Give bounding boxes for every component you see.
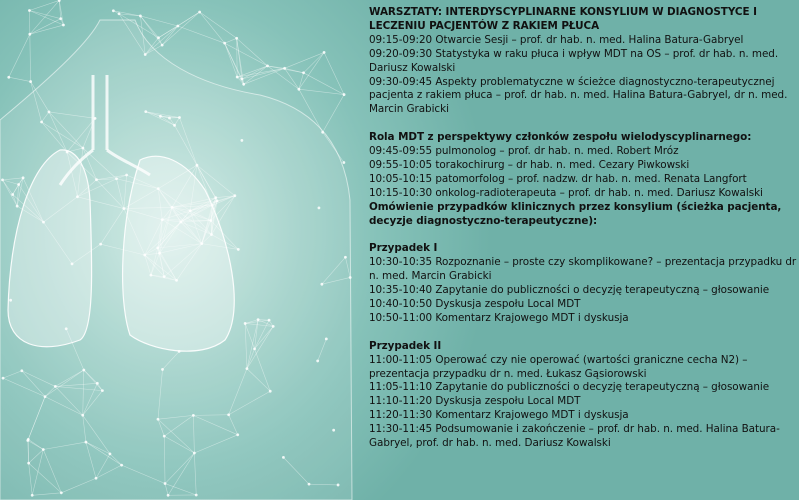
mesh-node	[20, 369, 23, 372]
mesh-node	[344, 256, 347, 259]
mesh-node	[109, 452, 112, 455]
mesh-node	[237, 248, 240, 251]
mesh-node	[189, 209, 192, 212]
mesh-node	[118, 12, 121, 15]
mesh-node	[198, 11, 201, 14]
mesh-line	[285, 52, 324, 68]
mesh-line	[237, 38, 238, 77]
mesh-node	[95, 477, 98, 480]
mesh-line	[299, 52, 324, 89]
mesh-node	[223, 42, 226, 45]
mesh-node	[62, 24, 65, 27]
mesh-line	[200, 12, 237, 38]
agenda-item: 11:00-11:05 Operować czy nie operować (wartości graniczne cecha N2) – prezentacja przypadku dr n. med. Łukasz Gąsiorowski	[369, 353, 748, 380]
mesh-node	[193, 452, 196, 455]
mesh-node	[159, 115, 162, 118]
mesh-node	[214, 196, 217, 199]
mesh-node	[282, 456, 285, 459]
mesh-line	[323, 95, 344, 133]
mesh-line	[304, 73, 344, 95]
mesh-node	[168, 117, 171, 120]
mesh-line	[299, 89, 344, 94]
mesh-node	[211, 204, 214, 207]
mesh-node	[144, 110, 147, 113]
mesh-line	[30, 19, 61, 34]
mesh-node	[2, 377, 5, 380]
mesh-line	[244, 68, 285, 84]
mesh-node	[241, 78, 244, 81]
mesh-node	[60, 491, 63, 494]
mesh-node	[99, 243, 102, 246]
mesh-node	[157, 187, 160, 190]
mesh-line	[9, 77, 31, 81]
mesh-node	[139, 15, 142, 18]
mesh-node	[321, 131, 324, 134]
mesh-node	[82, 369, 85, 372]
mesh-node	[31, 494, 34, 497]
mesh-node	[233, 194, 236, 197]
mesh-node	[156, 246, 159, 249]
mesh-node	[163, 275, 166, 278]
mesh-node	[59, 17, 62, 20]
mesh-node	[7, 76, 10, 79]
mesh-node	[17, 183, 20, 186]
mesh-line	[140, 16, 177, 26]
case-1-heading: Przypadek I	[369, 242, 438, 255]
mesh-node	[325, 338, 328, 341]
mesh-node	[16, 205, 19, 208]
mesh-node	[96, 382, 99, 385]
mesh-line	[304, 52, 325, 72]
mesh-node	[28, 33, 31, 36]
agenda-item: 11:10-11:20 Dyskusja zespołu Local MDT	[369, 395, 581, 408]
mesh-node	[246, 367, 249, 370]
mesh-node	[76, 195, 79, 198]
mesh-node	[236, 433, 239, 436]
mesh-line	[59, 0, 63, 25]
mesh-node	[82, 147, 85, 150]
mesh-node	[253, 347, 256, 350]
mesh-node	[65, 327, 68, 330]
mesh-node	[120, 464, 123, 467]
mesh-node	[209, 219, 212, 222]
mesh-node	[178, 116, 181, 119]
mesh-node	[161, 44, 164, 47]
mesh-node	[125, 174, 128, 177]
mesh-node	[112, 9, 115, 12]
mesh-node	[283, 67, 286, 70]
mesh-node	[81, 414, 84, 417]
mesh-node	[150, 274, 153, 277]
mesh-node	[29, 80, 32, 83]
mesh-line	[145, 26, 178, 55]
agenda-text	[369, 6, 797, 451]
mesh-node	[28, 9, 31, 12]
section-heading-cases: Omówienie przypadków klinicznych przez konsylium (ścieżka pacjenta, decyzje diagnostyczno-terapeutyczne):	[369, 200, 782, 227]
mesh-node	[268, 319, 271, 322]
mesh-node	[266, 65, 269, 68]
mesh-node	[318, 206, 321, 209]
mesh-node	[196, 164, 199, 167]
mesh-line	[225, 38, 237, 43]
mesh-line	[225, 43, 238, 77]
workshop-title: WARSZTATY: INTERDYSCYPLINARNE KONSYLIUM W DIAGNOSTYCE I LECZENIU PACJENTÓW Z RAKIEM PŁUCA	[369, 6, 757, 32]
mesh-node	[302, 71, 305, 74]
mesh-node	[342, 161, 345, 164]
mesh-node	[95, 178, 98, 181]
mesh-node	[337, 484, 340, 487]
mesh-line	[324, 52, 344, 94]
agenda-item: 10:40-10:50 Dyskusja zespołu Local MDT	[369, 298, 581, 310]
mesh-node	[94, 117, 97, 120]
mesh-line	[113, 11, 140, 16]
mesh-node	[343, 93, 346, 96]
mesh-node	[200, 242, 203, 245]
agenda-item: 11:20-11:30 Komentarz Krajowego MDT i dyskusja	[369, 409, 629, 422]
mesh-node	[175, 279, 178, 282]
mesh-line	[30, 34, 31, 81]
mesh-node	[101, 389, 104, 392]
mesh-node	[164, 482, 167, 485]
agenda-item: 11:30-11:45 Podsumowanie i zakończenie – prof. dr hab. n. med. Halina Batura-Gabryel, prof. dr hab. n. med. Dariusz Kowalski	[369, 423, 780, 450]
mesh-node	[158, 252, 161, 255]
mesh-node	[161, 368, 164, 371]
mesh-node	[192, 414, 195, 417]
agenda-item: 10:35-10:40 Zapytanie do publiczności o decyzję terapeutyczną – głosowanie	[369, 284, 770, 297]
mesh-node	[143, 254, 146, 257]
mesh-node	[42, 448, 45, 451]
mesh-line	[9, 34, 30, 77]
mesh-line	[299, 73, 304, 89]
mesh-node	[227, 413, 230, 416]
mesh-node	[210, 233, 213, 236]
agenda-item: 11:05-11:10 Zapytanie do publiczności o decyzję terapeutyczną – głosowanie	[369, 381, 770, 394]
mesh-node	[167, 494, 170, 497]
mesh-node	[242, 83, 245, 86]
mesh-node	[297, 88, 300, 91]
mesh-node	[85, 441, 88, 444]
mesh-node	[236, 76, 239, 79]
agenda-item: 09:45-09:55 pulmonolog – prof. dr hab. n. med. Robert Mróz	[369, 145, 679, 158]
agenda-item: 09:15-09:20 Otwarcie Sesji – prof. dr hab. n. med. Halina Batura-Gabryel	[369, 33, 744, 46]
mesh-node	[22, 176, 25, 179]
mesh-line	[30, 25, 64, 34]
mesh-node	[54, 385, 57, 388]
mesh-node	[27, 462, 30, 465]
mesh-node	[11, 193, 14, 196]
mesh-node	[123, 207, 126, 210]
mesh-node	[163, 435, 166, 438]
mesh-node	[144, 53, 147, 56]
mesh-line	[237, 68, 284, 77]
mesh-node	[44, 395, 47, 398]
mesh-node	[171, 206, 174, 209]
mesh-node	[244, 322, 247, 325]
mesh-node	[48, 111, 51, 114]
mesh-node	[178, 350, 181, 353]
case-2-heading: Przypadek II	[369, 339, 442, 352]
mesh-node	[9, 299, 12, 302]
mesh-node	[42, 221, 45, 224]
mesh-node	[323, 51, 326, 54]
agenda-item: 09:20-09:30 Statystyka w raku płuca i wpływ MDT na OS – prof. dr hab. n. med. Dariusz Kowalski	[369, 47, 779, 74]
mesh-node	[308, 483, 311, 486]
mesh-node	[26, 439, 29, 442]
agenda-item: 10:30-10:35 Rozpoznanie – proste czy skomplikowane? – prezentacja przypadku dr n. med. Marcin Grabicki	[369, 256, 797, 283]
agenda-item: 09:55-10:05 torakochirurg – dr hab. n. med. Cezary Piwkowski	[369, 158, 690, 171]
mesh-node	[66, 151, 69, 154]
agenda-item: 09:30-09:45 Aspekty problematyczne w ścieżce diagnostyczno-terapeutycznej pacjenta z rakiem płuca – prof. dr hab. n. med. Halina Batura-Gabryel, dr n. med. Marcin Grabicki	[369, 75, 788, 116]
mesh-node	[1, 178, 4, 181]
mesh-node	[332, 429, 335, 432]
mesh-line	[162, 26, 178, 45]
agenda-item: 10:05-10:15 patomorfolog – prof. nadzw. dr hab. n. med. Renata Langfort	[369, 172, 747, 185]
mesh-node	[71, 262, 74, 265]
mesh-node	[40, 121, 43, 124]
mesh-node	[240, 139, 243, 142]
agenda-item: 10:50-11:00 Komentarz Krajowego MDT i dyskusja	[369, 311, 629, 324]
mesh-node	[316, 360, 319, 363]
agenda-item: 10:15-10:30 onkolog-radioterapeuta – prof. dr hab. n. med. Dariusz Kowalski	[369, 186, 763, 199]
mesh-node	[176, 25, 179, 28]
mesh-node	[320, 283, 323, 286]
mesh-node	[161, 218, 164, 221]
mesh-node	[173, 124, 176, 127]
section-heading-mdt: Rola MDT z perspektywy członków zespołu wielodyscyplinarnego:	[369, 131, 752, 144]
mesh-line	[267, 66, 298, 89]
mesh-node	[115, 177, 118, 180]
mesh-node	[235, 37, 238, 40]
mesh-node	[157, 418, 160, 421]
mesh-node	[272, 325, 275, 328]
mesh-line	[162, 12, 200, 45]
mesh-line	[140, 16, 158, 38]
mesh-node	[157, 36, 160, 39]
mesh-node	[349, 276, 352, 279]
mesh-node	[269, 390, 272, 393]
mesh-node	[195, 494, 198, 497]
mesh-node	[257, 318, 260, 321]
mesh-node	[179, 221, 182, 224]
mesh-line	[158, 26, 177, 38]
mesh-node	[216, 199, 219, 202]
